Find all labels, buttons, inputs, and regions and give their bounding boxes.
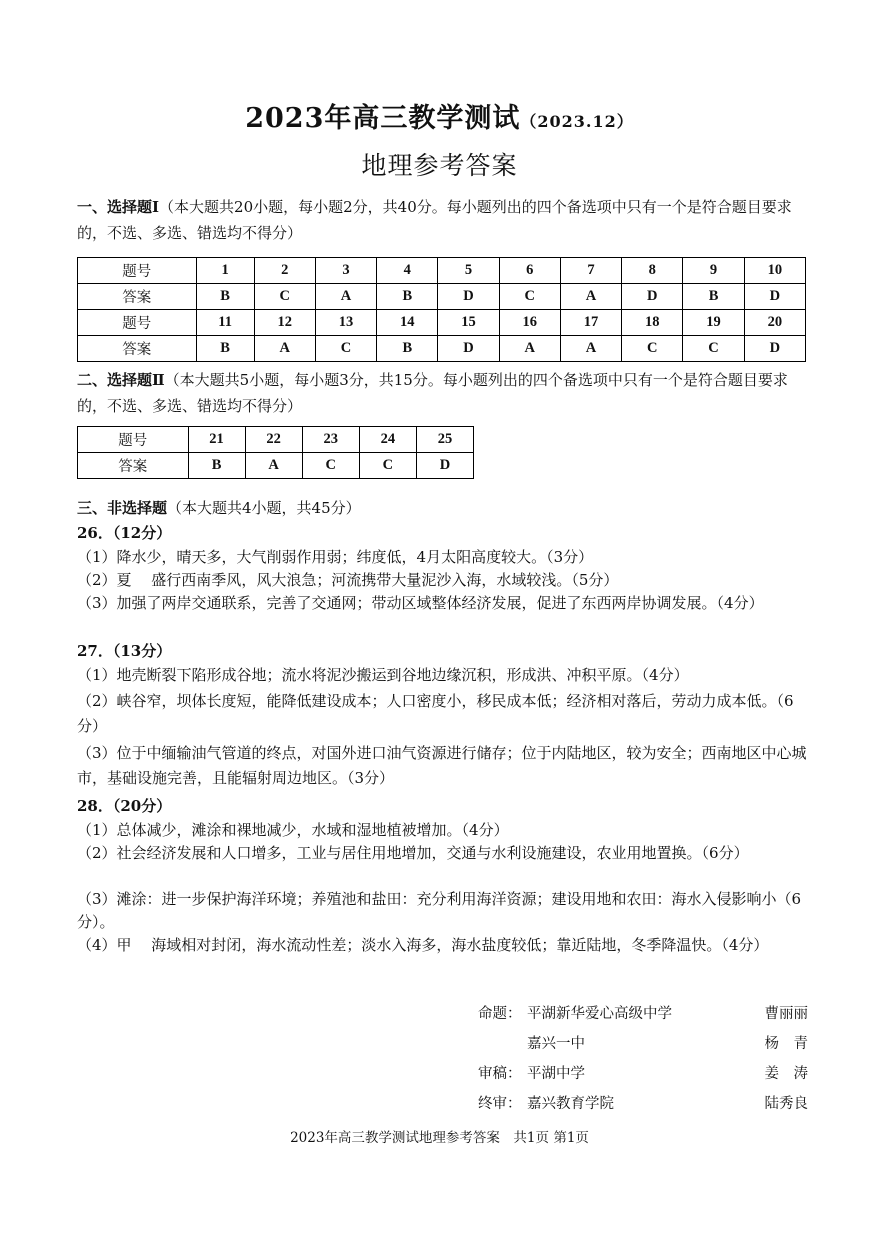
answer-cell: A (560, 284, 621, 310)
credit-label: 终审： (478, 1096, 522, 1112)
answer-cell: C (359, 453, 416, 479)
answer-cell: B (196, 284, 254, 310)
answer-cell: 19 (683, 310, 744, 336)
credit-name: 杨 青 (764, 1036, 808, 1052)
table-row (78, 336, 806, 362)
page-title (0, 96, 879, 135)
title-main: 2023年高三教学测试 (245, 103, 521, 134)
answer-cell: B (188, 453, 245, 479)
section1-heading: 一、选择题Ⅰ (77, 198, 160, 216)
q27-answer-1: （1）地壳断裂下陷形成谷地；流水将泥沙搬运到谷地边缘沉积，形成洪、冲积平原。（4分） (77, 666, 689, 684)
answer-cell: 20 (744, 310, 805, 336)
answer-cell: B (196, 336, 254, 362)
q27-heading: 27．（13分） (77, 642, 172, 660)
credit-row (478, 1002, 808, 1032)
answer-cell: 10 (744, 258, 805, 284)
answer-cell: A (560, 336, 621, 362)
table-row (78, 453, 474, 479)
answer-cell: A (315, 284, 376, 310)
answer-cell: B (683, 284, 744, 310)
credit-org: 嘉兴一中 (527, 1036, 585, 1052)
table-row (78, 258, 806, 284)
answer-cell: 17 (560, 310, 621, 336)
answer-cell: 9 (683, 258, 744, 284)
credit-name: 曹丽丽 (764, 1006, 808, 1022)
title-date: （2023.12） (520, 112, 634, 131)
row-header-cell: 题号 (78, 310, 197, 336)
table-row (78, 284, 806, 310)
q28-answer-2: （2）社会经济发展和人口增多，工业与居住用地增加，交通与水利设施建设，农业用地置换。（6分） (77, 844, 749, 862)
answer-cell: A (499, 336, 560, 362)
section3-heading: 三、非选择题 (77, 499, 168, 517)
answer-cell: C (315, 336, 376, 362)
page-subtitle: 地理参考答案 (361, 151, 518, 180)
q27-answer-3: （3）位于中缅输油气管道的终点，对国外进口油气资源进行储存；位于内陆地区，较为安全；西南地区中心城市，基础设施完善，且能辐射周边地区。（3分） (77, 744, 807, 787)
section1-intro (77, 194, 807, 246)
section3-desc: （本大题共4小题，共45分） (167, 499, 361, 517)
credit-label: 审稿： (478, 1066, 522, 1082)
answer-cell: 13 (315, 310, 376, 336)
answer-cell: D (744, 336, 805, 362)
answer-cell: B (377, 284, 438, 310)
q28-answer-4: （4）甲 海域相对封闭，海水流动性差；淡水入海多，海水盐度较低；靠近陆地，冬季降温快。（4分） (77, 936, 769, 954)
answer-cell: D (438, 284, 499, 310)
section2-heading: 二、选择题Ⅱ (77, 371, 165, 389)
answer-cell: 4 (377, 258, 438, 284)
section2-desc: （本大题共5小题，每小题3分，共15分。每小题列出的四个备选项中只有一个是符合题目要求的，不选、多选、错选均不得分） (77, 371, 788, 415)
page-footer: 2023年高三教学测试地理参考答案 共1页 第1页 (290, 1130, 589, 1146)
section1-desc: （本大题共20小题，每小题2分，共40分。每小题列出的四个备选项中只有一个是符合题目要求的，不选、多选、错选均不得分） (77, 198, 792, 242)
credit-row (478, 1032, 808, 1062)
q28-heading: 28．（20分） (77, 797, 172, 815)
credit-org: 嘉兴教育学院 (527, 1096, 614, 1112)
credit-row (478, 1062, 808, 1092)
answer-cell: D (622, 284, 683, 310)
credits-block (478, 1002, 808, 1122)
table-row (78, 310, 806, 336)
answer-cell: 1 (196, 258, 254, 284)
answer-cell: 15 (438, 310, 499, 336)
credit-name: 陆秀良 (764, 1096, 808, 1112)
q26-heading: 26．（12分） (77, 524, 172, 542)
credit-org: 平湖新华爱心高级中学 (527, 1006, 672, 1022)
table-row (78, 427, 474, 453)
q28-answer-1: （1）总体减少，滩涂和裸地减少，水域和湿地植被增加。（4分） (77, 821, 509, 839)
answer-cell: 11 (196, 310, 254, 336)
answer-cell: 3 (315, 258, 376, 284)
q26-answer-3: （3）加强了两岸交通联系，完善了交通网；带动区域整体经济发展，促进了东西两岸协调发展。（4分） (77, 594, 764, 612)
answer-table-1 (77, 257, 806, 362)
answer-cell: 6 (499, 258, 560, 284)
credit-org: 平湖中学 (527, 1066, 585, 1082)
answer-cell: 16 (499, 310, 560, 336)
answer-cell: 2 (254, 258, 315, 284)
answer-cell: 7 (560, 258, 621, 284)
credit-label: 命题： (478, 1006, 522, 1022)
credit-name: 姜 涛 (764, 1066, 808, 1082)
answer-cell: 25 (416, 427, 473, 453)
answer-cell: D (744, 284, 805, 310)
answer-cell: C (254, 284, 315, 310)
row-header-cell: 题号 (78, 258, 197, 284)
q26-answer-1: （1）降水少，晴天多，大气削弱作用弱；纬度低，4月太阳高度较大。（3分） (77, 548, 594, 566)
answer-cell: 21 (188, 427, 245, 453)
answer-cell: B (377, 336, 438, 362)
answer-cell: A (245, 453, 302, 479)
answer-cell: 23 (302, 427, 359, 453)
answer-cell: C (622, 336, 683, 362)
section3-intro (77, 495, 807, 521)
q26-answer-2: （2）夏 盛行西南季风，风大浪急；河流携带大量泥沙入海，水域较浅。（5分） (77, 571, 619, 589)
answer-cell: 18 (622, 310, 683, 336)
answer-cell: C (499, 284, 560, 310)
answer-cell: 22 (245, 427, 302, 453)
row-header-cell: 答案 (78, 284, 197, 310)
row-header-cell: 题号 (78, 427, 189, 453)
answer-cell: 8 (622, 258, 683, 284)
section2-intro (77, 367, 807, 419)
answer-cell: 14 (377, 310, 438, 336)
answer-cell: D (416, 453, 473, 479)
credit-row (478, 1092, 808, 1122)
answer-cell: 24 (359, 427, 416, 453)
answer-cell: 5 (438, 258, 499, 284)
answer-table-2 (77, 426, 474, 479)
row-header-cell: 答案 (78, 453, 189, 479)
answer-cell: C (683, 336, 744, 362)
answer-cell: A (254, 336, 315, 362)
answer-cell: 12 (254, 310, 315, 336)
q28-answer-3: （3）滩涂：进一步保护海洋环境；养殖池和盐田：充分利用海洋资源；建设用地和农田：海水入侵影响小（6分）。 (77, 890, 802, 931)
row-header-cell: 答案 (78, 336, 197, 362)
answer-cell: D (438, 336, 499, 362)
answer-cell: C (302, 453, 359, 479)
q27-answer-2: （2）峡谷窄，坝体长度短，能降低建设成本；人口密度小，移民成本低；经济相对落后，劳动力成本低。（6分） (77, 692, 794, 735)
